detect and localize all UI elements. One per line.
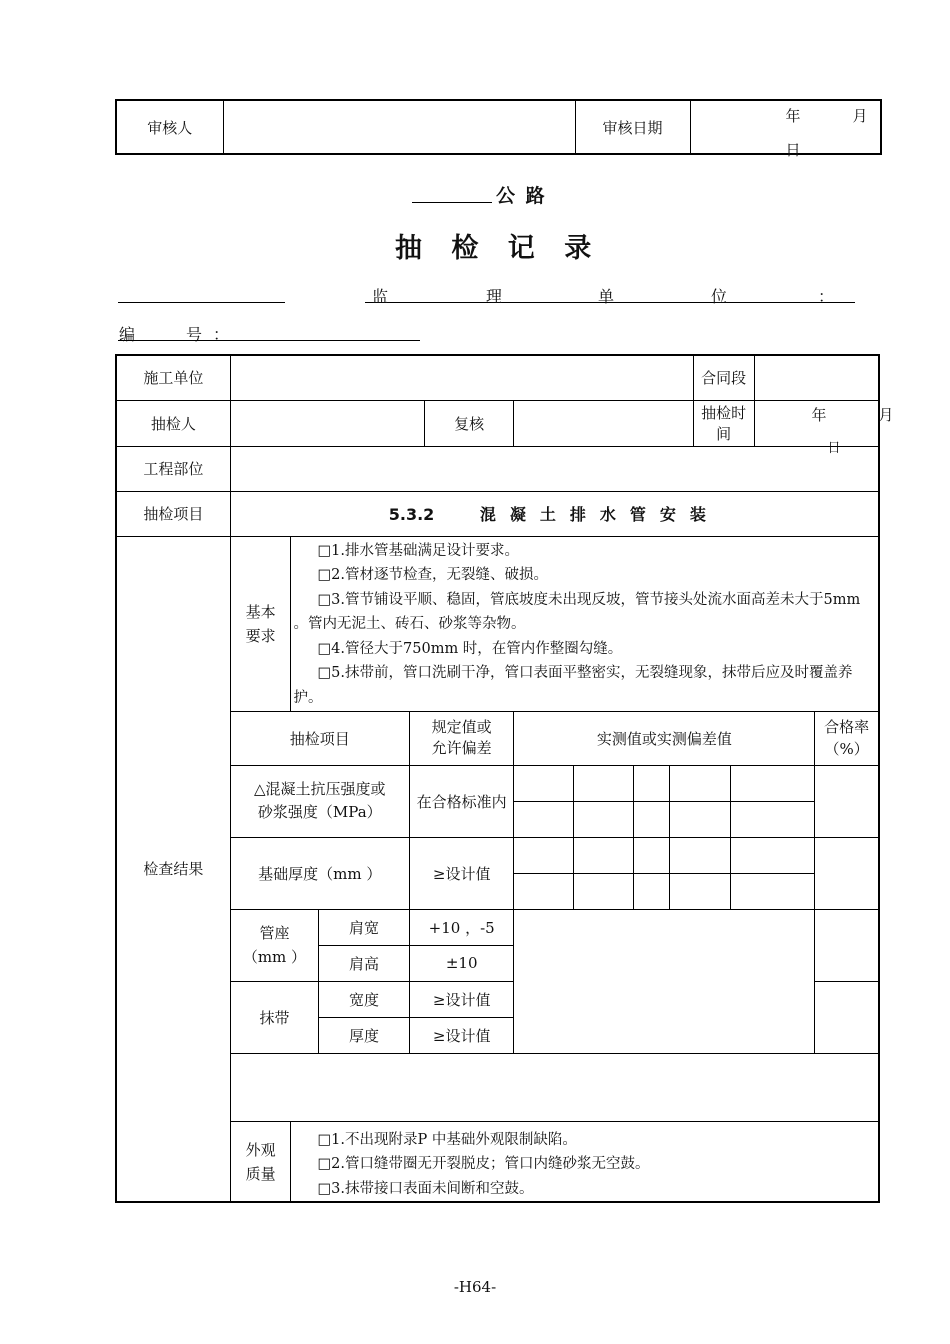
appearance-items (291, 1121, 879, 1202)
date-month: 月 (852, 107, 868, 125)
inspection-table (115, 354, 894, 1203)
measure-cell[interactable] (731, 873, 815, 909)
construction-unit-label: 施工单位 (116, 355, 230, 400)
row-thickness-label: 基础厚度（mm ） (230, 837, 409, 909)
recheck-label: 复核 (424, 400, 514, 446)
measure-cell[interactable] (574, 837, 634, 873)
contract-section-field[interactable] (754, 355, 879, 400)
review-date-label: 审核日期 (575, 100, 690, 154)
row-shoulder-height-label: 肩高 (319, 945, 410, 981)
measure-cell[interactable] (514, 765, 574, 801)
appearance-item[interactable]: □1.不出现附录P 中基础外观限制缺陷。 (317, 1131, 577, 1148)
measure-cell[interactable] (633, 837, 669, 873)
row-thickness-spec: ≥设计值 (409, 837, 514, 909)
row-strength-label-2: 砂浆强度（MPa） (257, 803, 382, 822)
check-result-label: 检查结果 (116, 536, 230, 1202)
pass-rate-cell[interactable] (815, 765, 879, 837)
row-seat-label (230, 909, 319, 981)
supervisor-blank-line (118, 302, 285, 303)
date-day: 日 (785, 141, 801, 159)
page-title: 抽 检 记 录 (395, 233, 602, 264)
col-header-pass-rate-2: （%） (824, 740, 869, 759)
inspect-item-value (230, 491, 879, 536)
measure-cell[interactable] (731, 765, 815, 801)
appearance-item[interactable]: □3.抹带接口表面未间断和空鼓。 (317, 1180, 534, 1197)
pass-rate-cell[interactable] (815, 909, 879, 981)
recheck-field[interactable] (514, 400, 693, 446)
appearance-label-1: 外观 (245, 1140, 276, 1159)
review-table (115, 99, 882, 159)
row-band-thick-spec: ≥设计值 (409, 1017, 514, 1053)
row-strength-spec: 在合格标准内 (409, 765, 514, 837)
inspector-field[interactable] (230, 400, 424, 446)
contract-section-label: 合同段 (693, 355, 754, 400)
measure-cell[interactable] (514, 801, 574, 837)
time-month: 月 (878, 405, 894, 424)
supervisor-colon: ： (818, 287, 835, 306)
construction-unit-field[interactable] (230, 355, 693, 400)
row-band-thick-label: 厚度 (319, 1017, 410, 1053)
pass-rate-cell[interactable] (815, 837, 879, 909)
basic-req-label (230, 536, 291, 711)
page-number: -H64- (453, 1278, 497, 1296)
row-band-width-spec: ≥设计值 (409, 981, 514, 1017)
row-seat-label-1: 管座 (259, 924, 290, 943)
inspect-time-label: 抽检时间 (693, 400, 754, 446)
row-strength-label (230, 765, 409, 837)
measure-cell[interactable] (574, 765, 634, 801)
seat-band-measure-area[interactable] (514, 909, 815, 1053)
reviewer-label: 审核人 (116, 100, 223, 154)
pass-rate-cell[interactable] (815, 981, 879, 1053)
project-part-label: 工程部位 (116, 446, 230, 491)
date-year: 年 (785, 107, 801, 125)
col-header-item: 抽检项目 (230, 711, 409, 765)
review-date-field[interactable] (690, 100, 881, 159)
req-item[interactable]: □2.管材逐节检查，无裂缝、破损。 (317, 567, 549, 584)
number-char-2: 号 (186, 325, 203, 344)
blank-notes-area[interactable] (230, 1053, 879, 1121)
supervisor-char-3: 单 (598, 287, 615, 306)
number-colon: ： (213, 325, 230, 344)
project-part-field[interactable] (230, 446, 879, 491)
appearance-item[interactable]: □2.管口缝带圈无开裂脱皮；管口内缝砂浆无空鼓。 (317, 1156, 650, 1173)
measure-cell[interactable] (574, 801, 634, 837)
basic-req-label-2: 要求 (245, 626, 276, 645)
measure-cell[interactable] (633, 873, 669, 909)
row-band-label: 抹带 (230, 981, 319, 1053)
supervisor-char-4: 位 (711, 287, 728, 306)
road-blank-line (412, 202, 492, 203)
req-item[interactable]: □5.抹带前，管口洗刷干净，管口表面平整密实，无裂缝现象，抹带后应及时覆盖养护。 (293, 665, 853, 707)
number-char-1: 编 (119, 325, 136, 344)
inspector-label: 抽检人 (116, 400, 230, 446)
req-item[interactable]: □3.管节铺设平顺、稳固，管底坡度未出现反坡，管节接头处流水面高差未大于5mm 。管内无泥土、砖石、砂浆等杂物。 (293, 591, 861, 633)
measure-cell[interactable] (670, 801, 731, 837)
col-header-pass-rate (815, 711, 879, 765)
measure-cell[interactable] (670, 837, 731, 873)
measure-cell[interactable] (633, 801, 669, 837)
appearance-label-2: 质量 (245, 1164, 276, 1183)
item-name: 混凝土排水管安装 (479, 505, 720, 524)
basic-req-label-1: 基本 (245, 602, 276, 621)
item-code: 5.3.2 (388, 505, 435, 524)
measure-cell[interactable] (633, 765, 669, 801)
supervisor-char-1: 监 (372, 287, 389, 306)
inspect-item-label: 抽检项目 (116, 491, 230, 536)
row-shoulder-height-spec: ±10 (409, 945, 514, 981)
time-day: 日 (827, 440, 841, 456)
col-header-pass-rate-1: 合格率 (824, 718, 870, 737)
row-strength-label-1: △混凝土抗压强度或 (254, 780, 386, 799)
col-header-spec-1: 规定值或 (431, 718, 492, 737)
row-shoulder-width-spec: +10 ，-5 (409, 909, 514, 945)
road-suffix: 公 路 (496, 185, 547, 207)
reviewer-field[interactable] (223, 100, 575, 154)
measure-cell[interactable] (731, 837, 815, 873)
basic-requirements (291, 536, 879, 711)
measure-cell[interactable] (670, 873, 731, 909)
req-item[interactable]: □1.排水管基础满足设计要求。 (317, 542, 520, 559)
row-shoulder-width-label: 肩宽 (319, 909, 410, 945)
req-item[interactable]: □4.管径大于750mm 时，在管内作整圈勾缝。 (317, 640, 623, 657)
time-year: 年 (811, 405, 827, 424)
measure-cell[interactable] (574, 873, 634, 909)
measure-cell[interactable] (514, 837, 574, 873)
measure-cell[interactable] (731, 801, 815, 837)
row-seat-label-2: （mm ） (242, 948, 307, 967)
supervisor-char-2: 理 (486, 287, 503, 306)
col-header-spec (409, 711, 514, 765)
appearance-label (230, 1121, 291, 1202)
row-band-width-label: 宽度 (319, 981, 410, 1017)
col-header-spec-2: 允许偏差 (431, 739, 492, 758)
inspect-time-field[interactable] (754, 400, 894, 456)
measure-cell[interactable] (670, 765, 731, 801)
col-header-measured: 实测值或实测偏差值 (514, 711, 815, 765)
number-underline (118, 340, 420, 341)
measure-cell[interactable] (514, 873, 574, 909)
